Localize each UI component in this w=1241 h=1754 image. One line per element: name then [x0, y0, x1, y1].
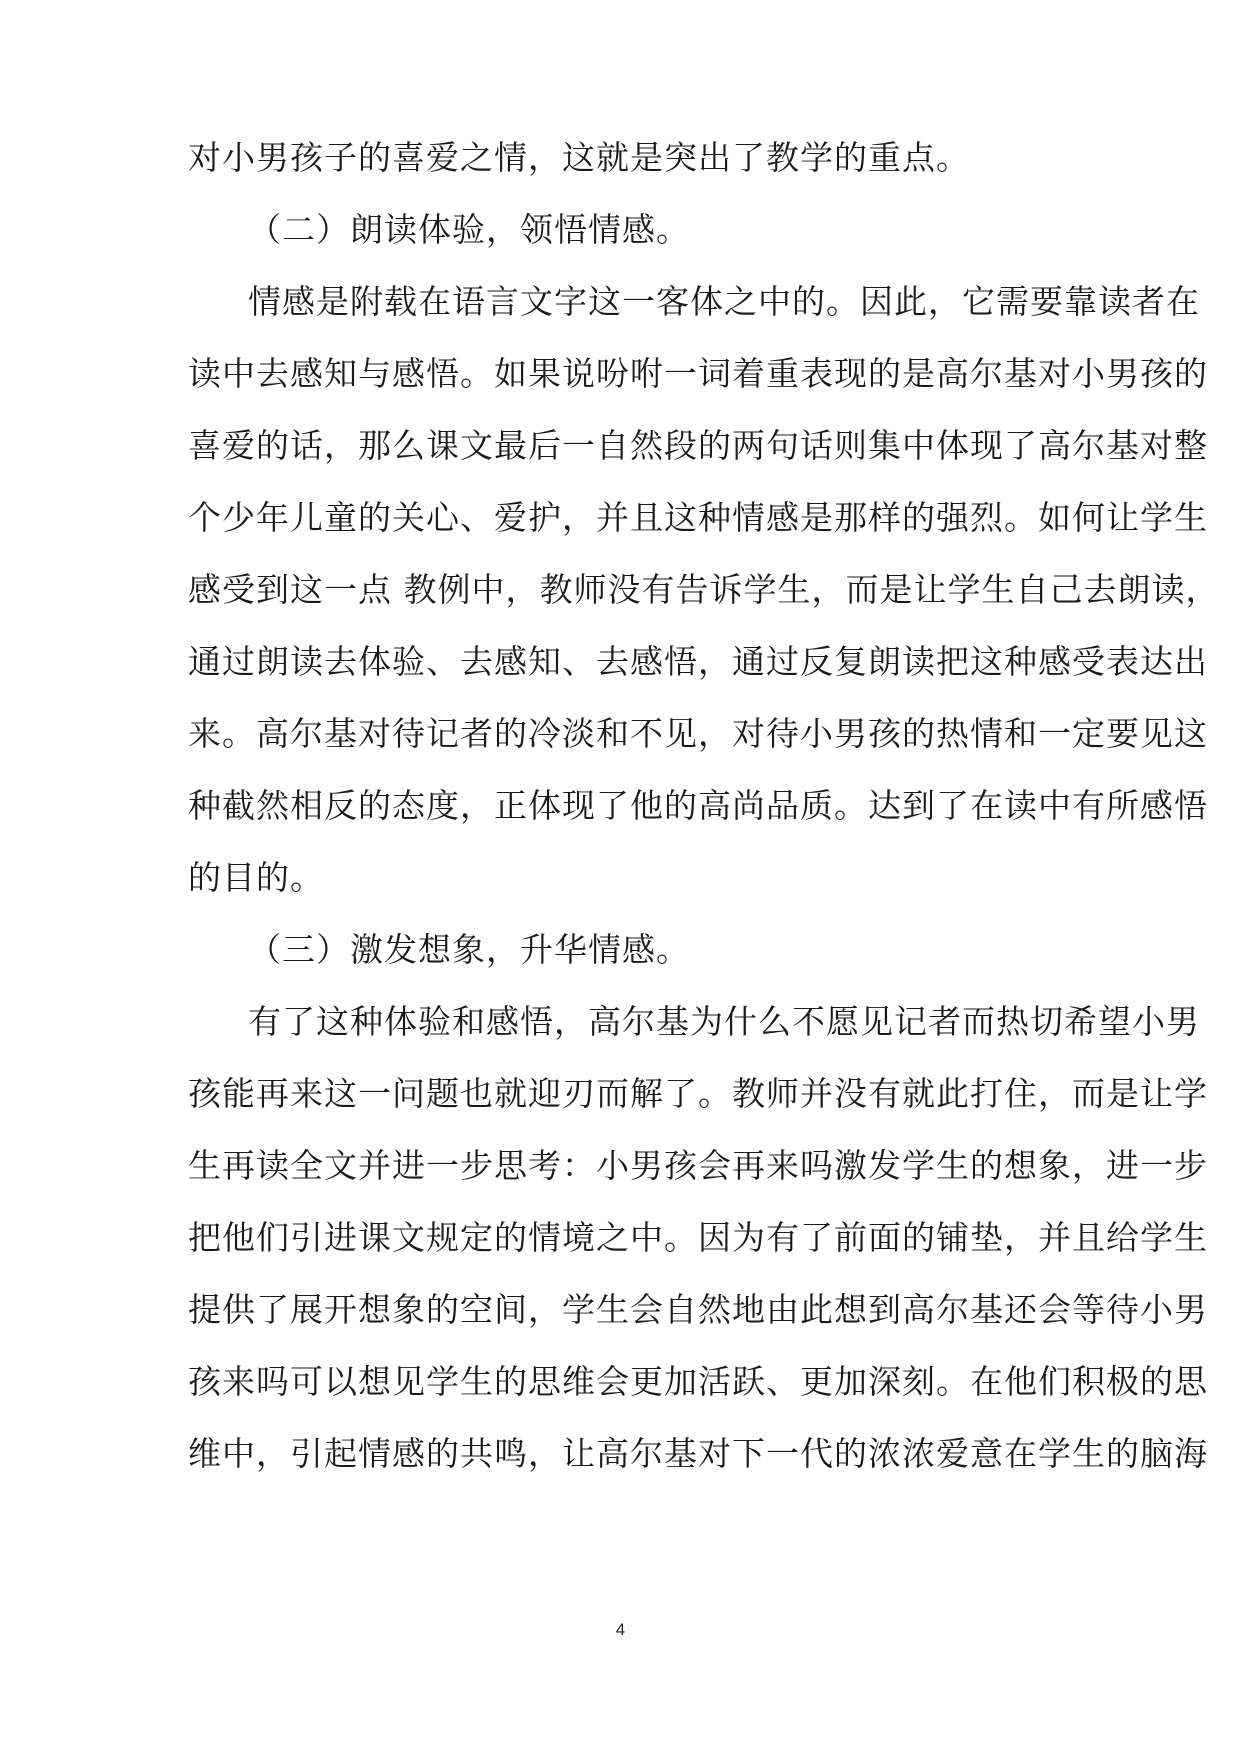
text-line: 来。高尔基对待记者的冷淡和不见，对待小男孩的热情和一定要见这 [188, 714, 1208, 753]
text-line: 把他们引进课文规定的情境之中。因为有了前面的铺垫，并且给学生 [188, 1218, 1208, 1257]
text-line: 提供了展开想象的空间，学生会自然地由此想到高尔基还会等待小男 [188, 1290, 1208, 1329]
text-line: 的目的。 [188, 858, 324, 897]
section-heading: （三）激发想象，升华情感。 [248, 930, 690, 969]
page-number: 4 [615, 1620, 626, 1639]
text-line: 种截然相反的态度，正体现了他的高尚品质。达到了在读中有所感悟 [188, 786, 1208, 825]
text-line: 情感是附载在语言文字这一客体之中的。因此，它需要靠读者在 [248, 282, 1200, 321]
text-line: 孩能再来这一问题也就迎刃而解了。教师并没有就此打住，而是让学 [188, 1074, 1208, 1113]
text-line: 读中去感知与感悟。如果说吩咐一词着重表现的是高尔基对小男孩的 [188, 354, 1208, 393]
text-line: 对小男孩子的喜爱之情，这就是突出了教学的重点。 [188, 138, 970, 177]
text-line: 个少年儿童的关心、爱护，并且这种情感是那样的强烈。如何让学生 [188, 498, 1208, 537]
text-line: 有了这种体验和感悟，高尔基为什么不愿见记者而热切希望小男 [248, 1002, 1200, 1041]
text-line: 孩来吗可以想见学生的思维会更加活跃、更加深刻。在他们积极的思 [188, 1362, 1208, 1401]
text-line: 感受到这一点 教例中，教师没有告诉学生，而是让学生自己去朗读， [188, 570, 1220, 609]
section-heading: （二）朗读体验，领悟情感。 [248, 210, 690, 249]
text-line: 生再读全文并进一步思考：小男孩会再来吗激发学生的想象，进一步 [188, 1146, 1208, 1185]
text-line: 喜爱的话，那么课文最后一自然段的两句话则集中体现了高尔基对整 [188, 426, 1208, 465]
text-line: 通过朗读去体验、去感知、去感悟，通过反复朗读把这种感受表达出 [188, 642, 1208, 681]
text-line: 维中，引起情感的共鸣，让高尔基对下一代的浓浓爱意在学生的脑海 [188, 1434, 1208, 1473]
